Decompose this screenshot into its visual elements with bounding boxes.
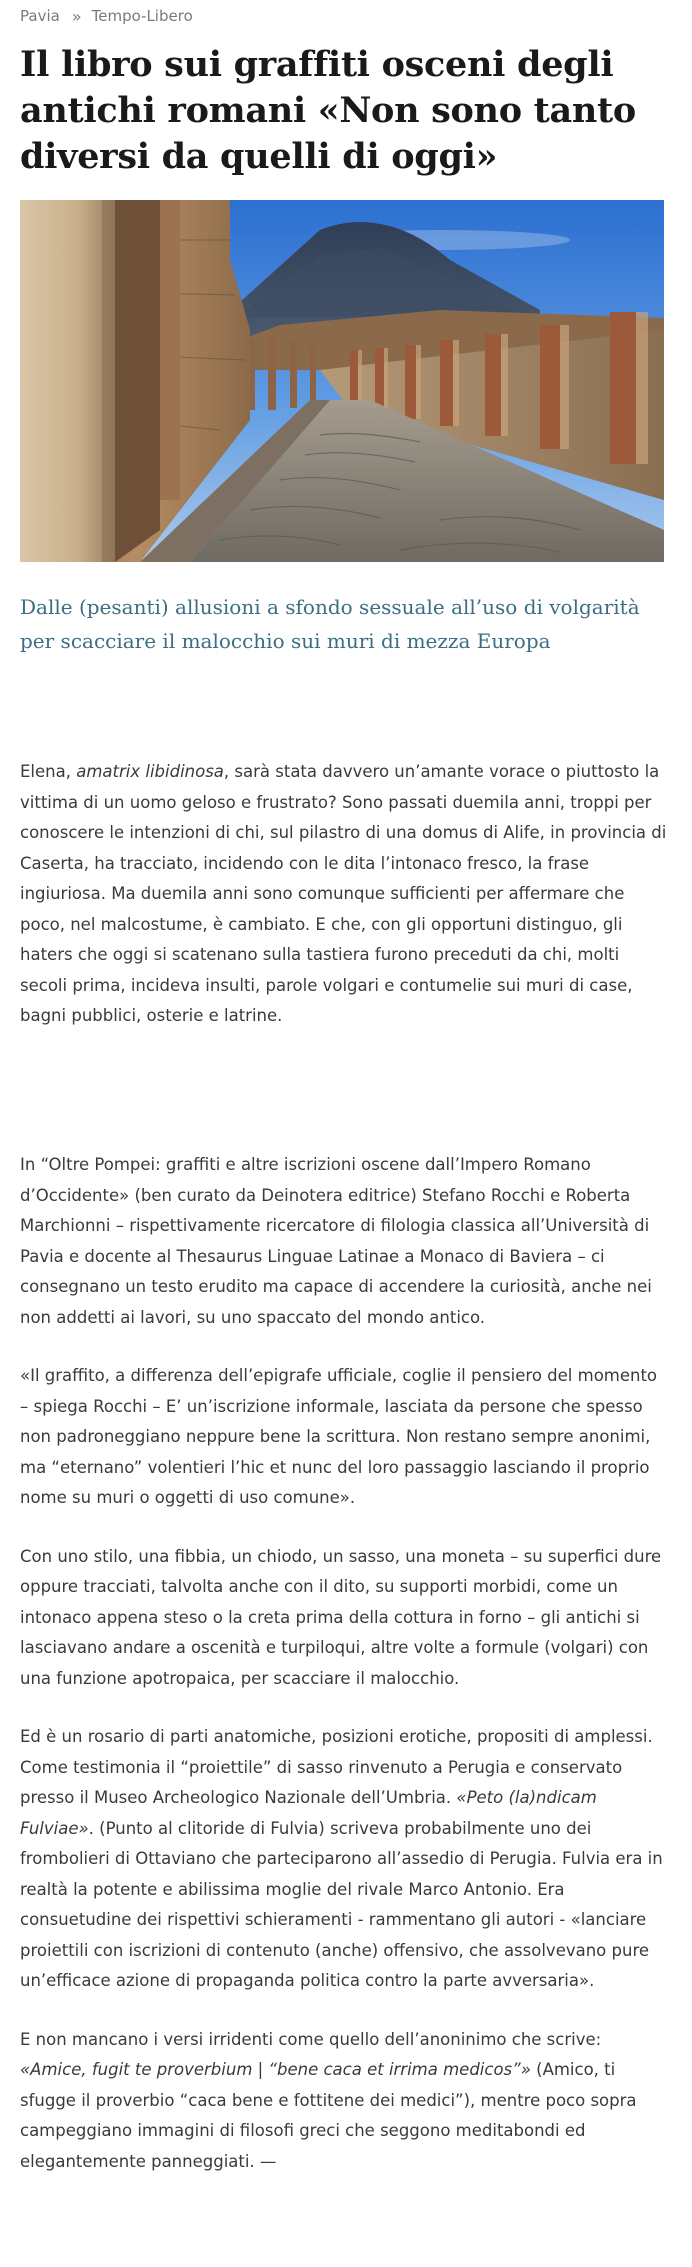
emphasis-latin-quote-proverb: «Amice, fugit te proverbium | “bene caca et irrima medicos”» xyxy=(20,2060,531,2079)
article-body-part1 xyxy=(20,757,670,1060)
breadcrumb xyxy=(20,6,664,26)
breadcrumb-separator: » xyxy=(71,6,82,26)
article-subtitle: Dalle (pesanti) allusioni a sfondo sessuale all’uso di volgarità per scacciare il malocchio sui muri di mezza Europa xyxy=(20,595,640,653)
article-body-part2 xyxy=(20,1150,670,2205)
emphasis-latin-quote-fulvia: «Peto (la)ndicam Fulviae» xyxy=(20,1788,597,1838)
paragraph-1: Elena, amatrix libidinosa, sarà stata davvero un’amante vorace o piuttosto la vittima di un uomo geloso e frustrato? Sono passati duemila anni, troppi per conoscere le intenzioni di chi, sul pilastro di una domus di Alife, in provincia di Caserta, ha tracciato, incidendo con le dita l’intonaco fresco, la frase ingiuriosa. Ma duemila anni sono comunque sufficienti per affermare che poco, nel malcostume, è cambiato. E che, con gli opportuni distinguo, gli haters che oggi si scatenano sulla tastiera furono preceduti da chi, molti secoli prima, incideva insulti, parole volgari e contumelie sui muri di case, bagni pubblici, osterie e latrine. xyxy=(20,762,667,1025)
breadcrumb-link-tempo-libero[interactable]: Tempo-Libero xyxy=(91,7,193,25)
paragraph-5: Ed è un rosario di parti anatomiche, posizioni erotiche, propositi di amplessi. Come testimonia il “proiettile” di sasso rinvenuto a Perugia e conservato presso il Museo Archeologico Nazionale dell’Umbria. «Peto (la)ndicam Fulviae». (Punto al clitoride di Fulvia) scriveva probabilmente uno dei frombolieri di Ottaviano che parteciparono all’assedio di Perugia. Fulvia era in realtà la potente e abilissima moglie del rivale Marco Antonio. Era consuetudine dei rispettivi schieramenti - rammentano gli autori - «lanciare proiettili con iscrizioni di contenuto (anche) offensivo, che assolvevano pure un’efficace azione di propaganda politica contro la parte avversaria». xyxy=(20,1727,663,1990)
paragraph-2: In “Oltre Pompei: graffiti e altre iscrizioni oscene dall’Impero Romano d’Occidente» (ben curato da Deinotera editrice) Stefano Rocchi e Roberta Marchionni – rispettivamente ricercatore di filologia classica all’Università di Pavia e docente al Thesaurus Linguae Latinae a Monaco di Baviera – ci consegnano un testo erudito ma capace di accendere la curiosità, anche nei non addetti ai lavori, su uno spaccato del mondo antico. xyxy=(20,1155,652,1327)
breadcrumb-link-pavia[interactable]: Pavia xyxy=(20,7,60,25)
paragraph-4: Con uno stilo, una fibbia, un chiodo, un sasso, una moneta – su superfici dure oppure tracciati, talvolta anche con il dito, su supporti morbidi, come un intonaco appena steso o la creta prima della cottura in forno – gli antichi si lasciavano andare a oscenità e turpiloqui, altre volte a formule (volgari) con una funzione apotropaica, per scacciare il malocchio. xyxy=(20,1546,662,1688)
hero-image xyxy=(20,200,664,562)
paragraph-6: E non mancano i versi irridenti come quello dell’anoninimo che scrive: «Amice, fugit te proverbium | “bene caca et irrima medicos”» (Amico, ti sfugge il proverbio “caca bene e fottitene dei medici”), mentre poco sopra campeggiano immagini di filosofi greci che seggono meditabondi ed elegantemente panneggiati. — xyxy=(20,2029,637,2171)
paragraph-3: «Il graffito, a differenza dell’epigrafe ufficiale, coglie il pensiero del momento – spiega Rocchi – E’ un’iscrizione informale, lasciata da persone che spesso non padroneggiano neppure bene la scrittura. Non restano sempre anonimi, ma “eternano” volentieri l’hic et nunc del loro passaggio lasciando il proprio nome su muri o oggetti di uso comune». xyxy=(20,1366,658,1507)
pompeii-ruins-image xyxy=(20,200,664,562)
emphasis-amatrix: amatrix libidinosa xyxy=(76,762,224,781)
article-container xyxy=(20,0,667,2171)
article-title: Il libro sui graffiti osceni degli antichi romani «Non sono tanto diversi da quelli di oggi» xyxy=(20,44,636,177)
